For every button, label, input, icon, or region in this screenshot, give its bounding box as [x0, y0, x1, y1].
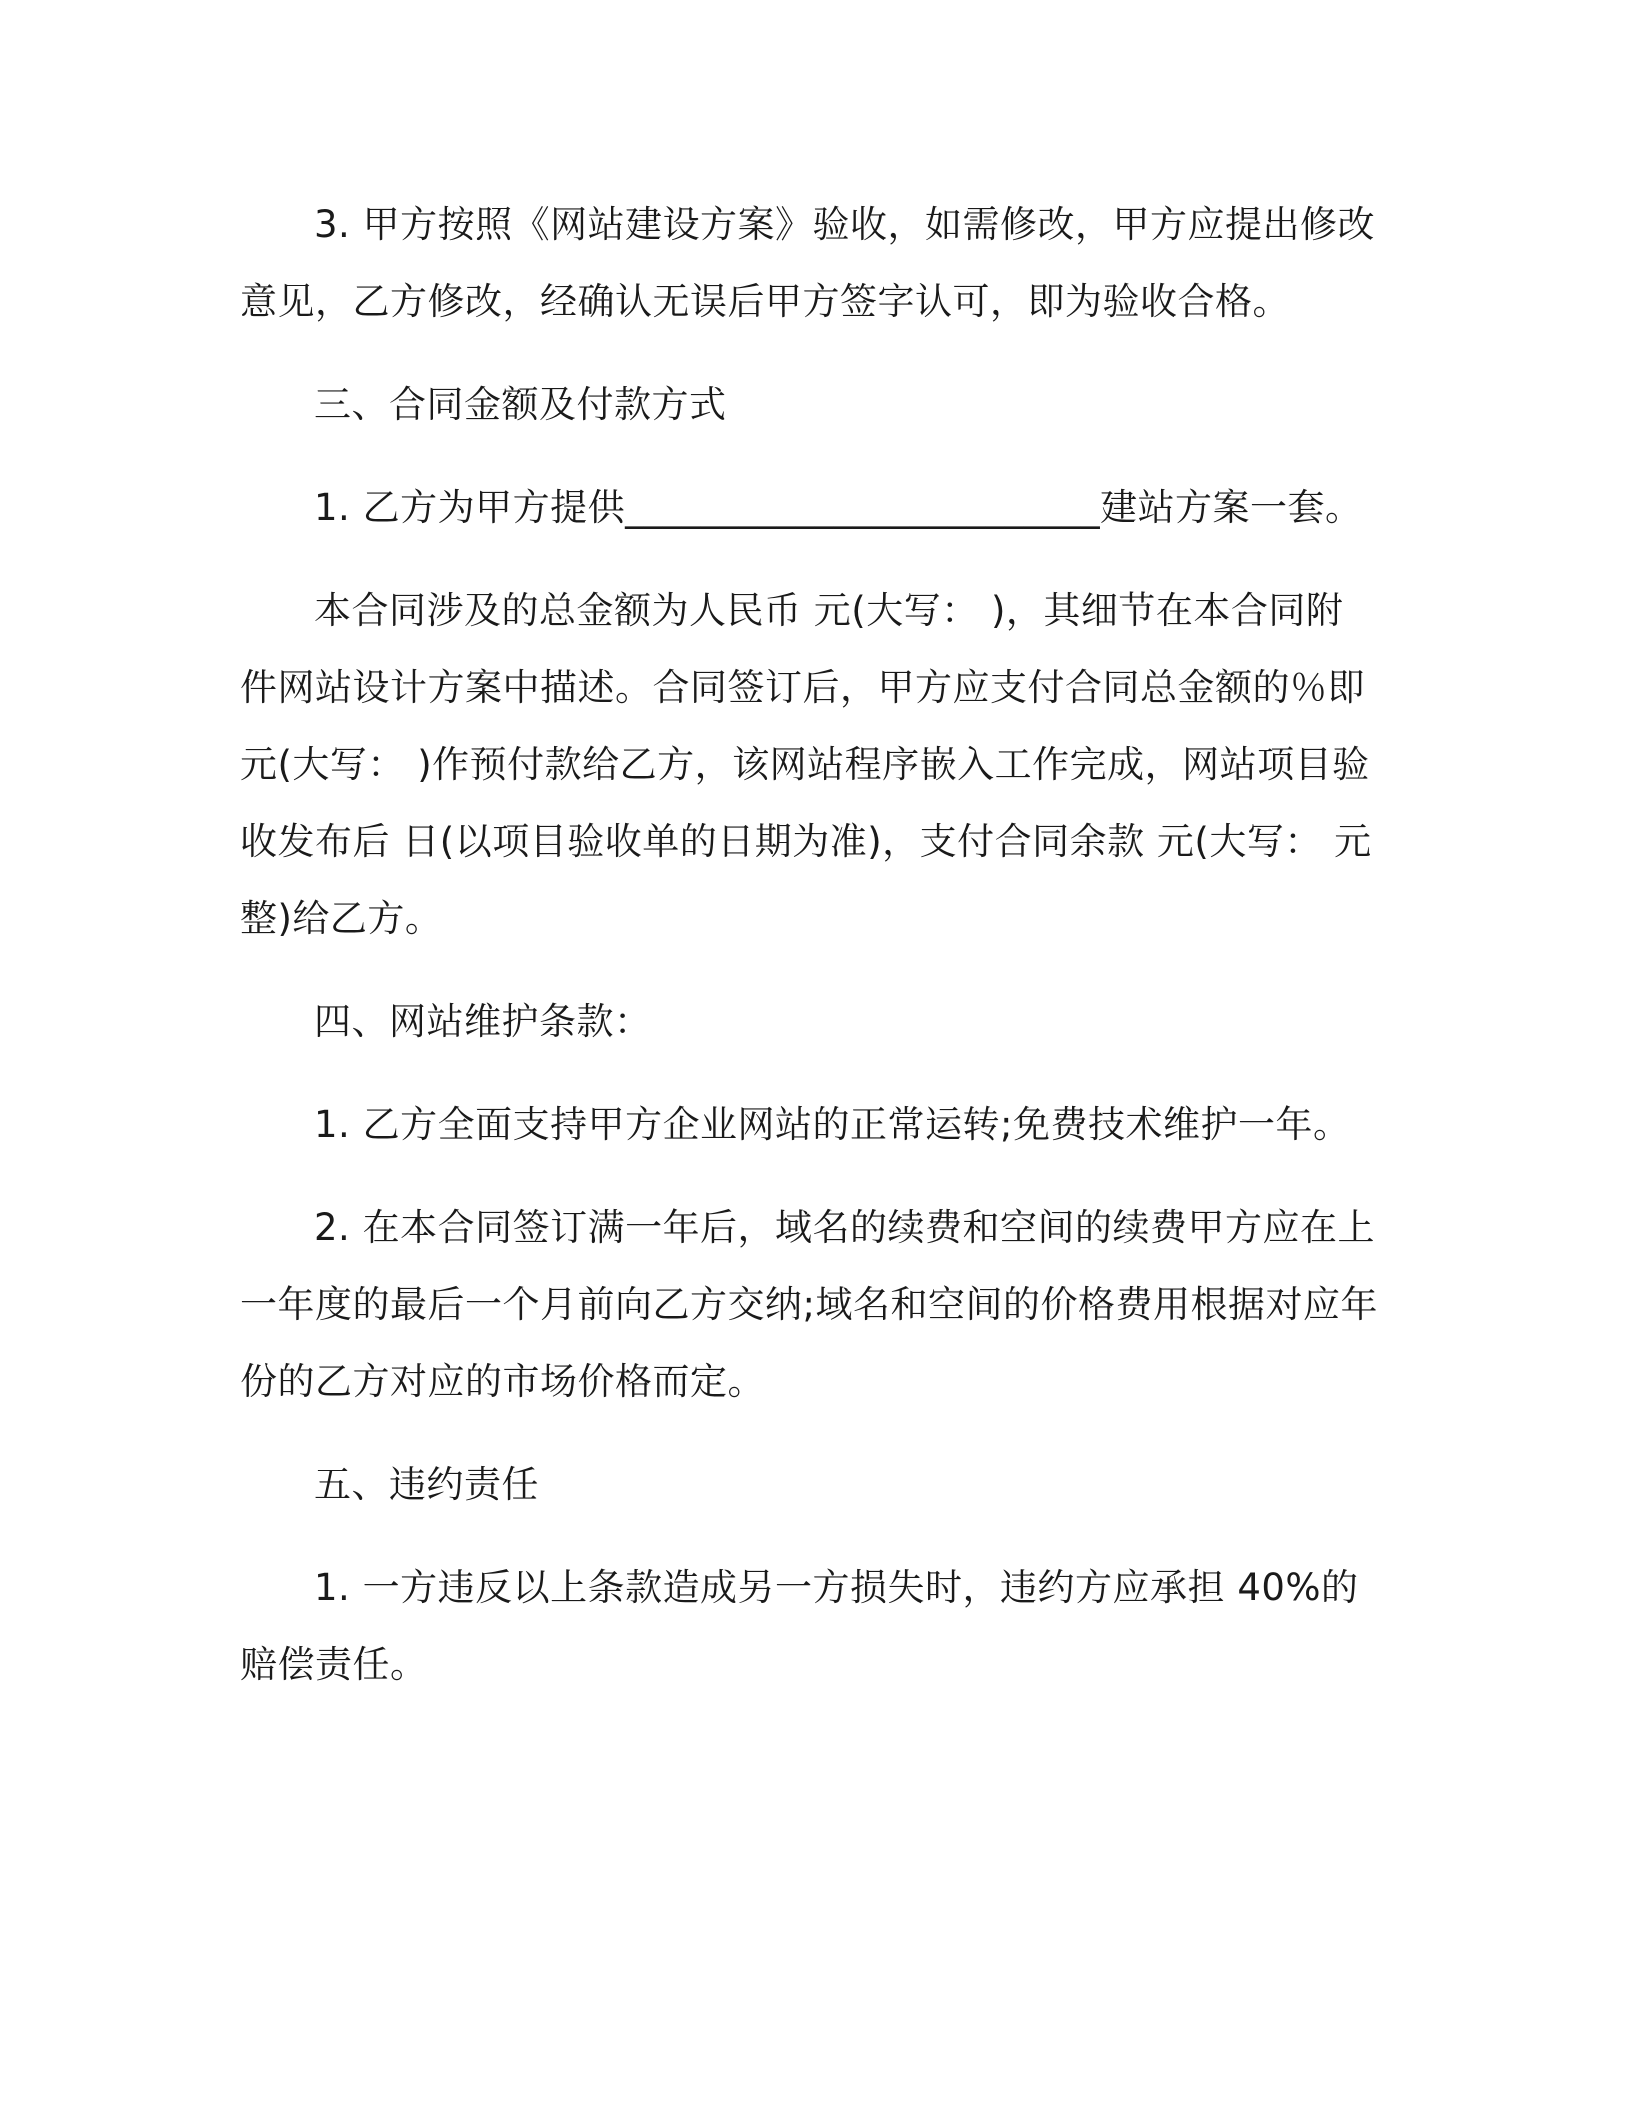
payment-terms-paragraph: 本合同涉及的总金额为人民币 元(大写： )，其细节在本合同附件网站设计方案中描述。合同签订后，甲方应支付合同总金额的％即 元(大写： )作预付款给乙方，该网站程序嵌入工作完成，网站项目验收发布后 日(以项目验收单的日期为准)，支付合同余款 元(大写： 元整)给乙方。 [240, 589, 1372, 940]
clause-1-liability: 1. 一方违反以上条款造成另一方损失时，违约方应承担 40%的赔偿责任。 [240, 1566, 1359, 1686]
section-heading-maintenance: 四、网站维护条款： [314, 1000, 652, 1043]
clause-2-renewal: 2. 在本合同签订满一年后，域名的续费和空间的续费甲方应在上一年度的最后一个月前向乙方交纳;域名和空间的价格费用根据对应年份的乙方对应的市场价格而定。 [240, 1206, 1378, 1403]
clause-3-acceptance: 3. 甲方按照《网站建设方案》验收，如需修改，甲方应提出修改意见，乙方修改，经确认无误后甲方签字认可，即为验收合格。 [240, 203, 1376, 323]
document-page [240, 186, 1380, 1703]
clause-1-provision: 1. 乙方为甲方提供_________________________建站方案一套。 [314, 486, 1363, 529]
section-heading-contract-amount: 三、合同金额及付款方式 [314, 383, 727, 426]
section-heading-liability: 五、违约责任 [314, 1463, 539, 1506]
clause-1-maintenance: 1. 乙方全面支持甲方企业网站的正常运转;免费技术维护一年。 [314, 1103, 1351, 1146]
